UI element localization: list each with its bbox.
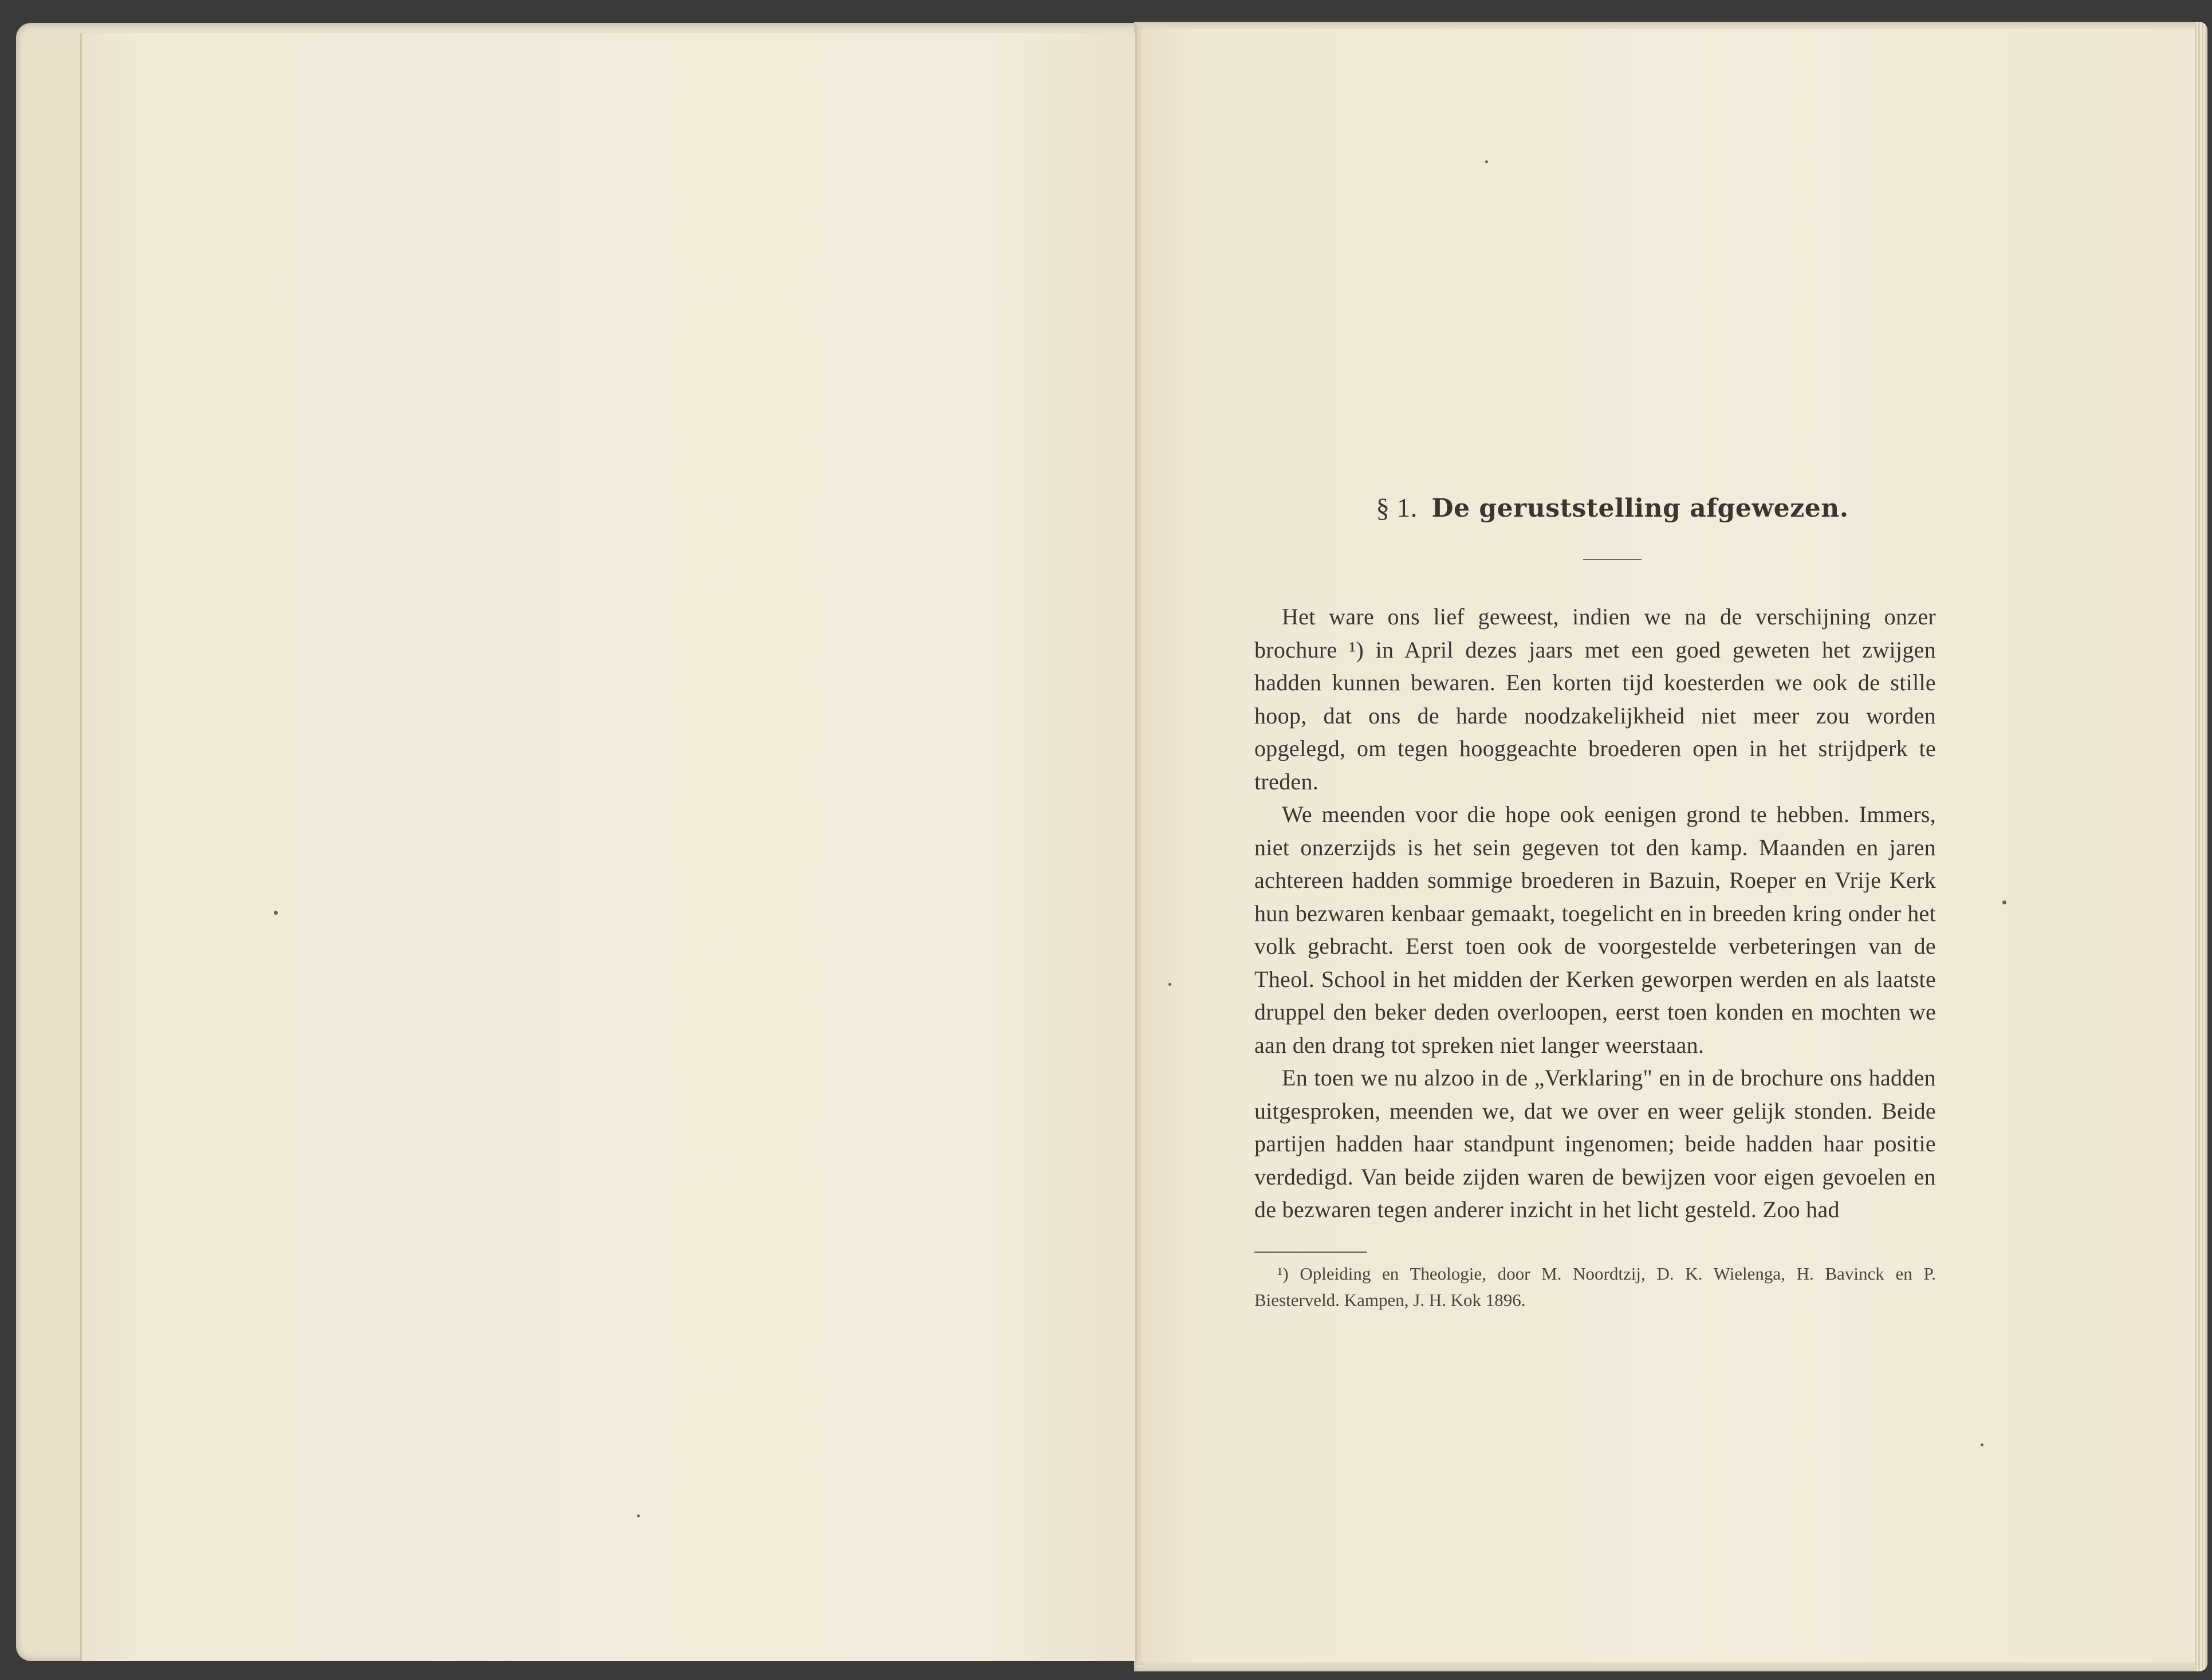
section-title: De geruststelling afgewezen. — [1431, 494, 1849, 523]
paper-speck — [2002, 900, 2006, 904]
left-page-blank — [80, 33, 1139, 1661]
paper-speck — [274, 911, 278, 915]
paragraph-1: Het ware ons lief geweest, indien we na de verschijning onzer brochure ¹) in April dezes jaars met een goed geweten het zwijgen hadden kunnen bewaren. Een korten tijd koesterden we ook de stille hoop, dat ons de harde noodzakelijkheid niet meer zou worden opgelegd, om tegen hooggeachte broederen open in het strijdperk te treden. — [1254, 604, 1936, 794]
paper-speck — [1485, 160, 1488, 163]
heading-rule — [1583, 559, 1642, 560]
paper-speck — [1981, 1443, 1983, 1446]
paragraph-2: We meenden voor die hope ook eenigen grond te hebben. Immers, niet onzerzijds is het sein gegeven tot den kamp. Maanden en jaren achtereen hadden sommige broederen in Bazuin, Roeper en Vrije Kerk hun bezwaren kenbaar gemaakt, toegelicht en in breeden kring onder het volk gebracht. Eerst toen ook de voorgestelde verbeteringen van de Theol. School in het midden der Kerken geworpen werden en als laatste druppel den beker deden overloopen, eerst toen konden en mochten we aan den drang tot spreken niet langer weerstaan. — [1254, 801, 1936, 1058]
footnote-rule — [1254, 1252, 1367, 1253]
paragraph-3: En toen we nu alzoo in de „Verklaring" en in de brochure ons hadden uitgesproken, meenden we, dat we over en weer gelijk stonden. Beide partijen hadden haar standpunt ingenomen; beide hadden haar positie verdedigd. Van beide zijden waren de bewijzen voor eigen gevoelen en de bezwaren tegen anderer inzicht in het licht gesteld. Zoo had — [1254, 1065, 1936, 1222]
section-heading — [1254, 493, 1936, 524]
page-text — [1254, 493, 1936, 1313]
section-number: § 1. — [1376, 493, 1418, 523]
page-stack-edge — [2195, 22, 2207, 1671]
paper-speck — [1168, 983, 1171, 986]
footnote: ¹) Opleiding en Theologie, door M. Noordtzij, D. K. Wielenga, H. Bavinck en P. Biesterveld. Kampen, J. H. Kok 1896. — [1254, 1263, 1936, 1310]
paper-speck — [637, 1514, 640, 1517]
